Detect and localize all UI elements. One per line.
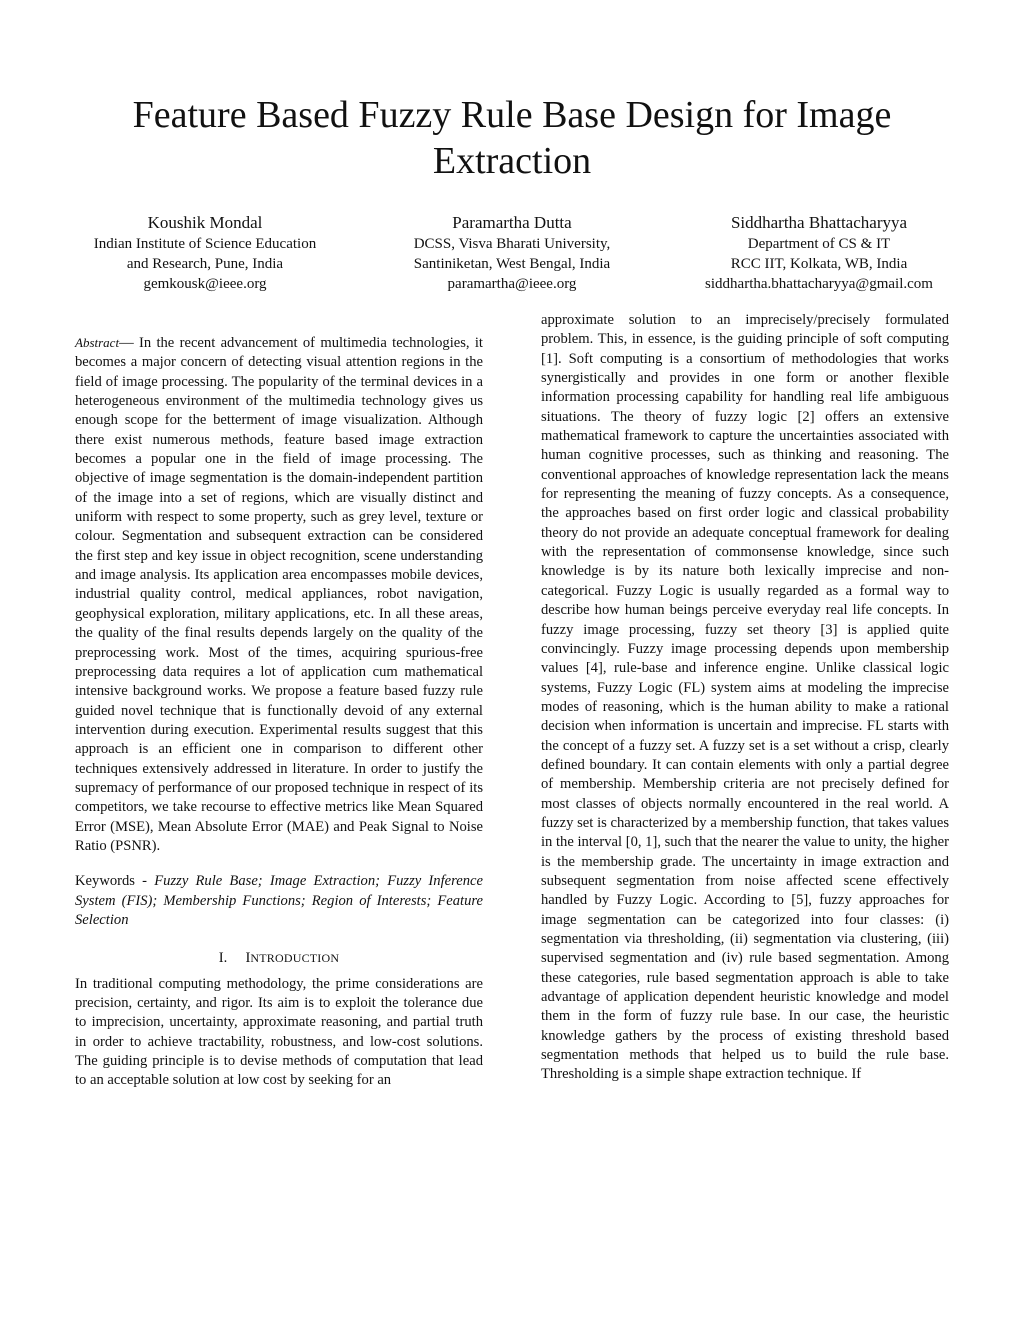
- author-2: [367, 212, 657, 294]
- author-affiliation: Santiniketan, West Bengal, India: [413, 256, 611, 272]
- author-name: Paramartha Dutta: [452, 213, 572, 232]
- author-affiliation: RCC IIT, Kolkata, WB, India: [730, 256, 908, 272]
- abstract: [75, 333, 483, 856]
- abstract-text: — In the recent advancement of multimedia technologies, it becomes a major concern of detecting visual attention regions in the field of image processing. The popularity of the terminal devices in a heterogeneous environment of the multimedia technology gives us enough scope for the betterment of image visualization. Although there exist numerous methods, feature based image extraction becomes a popular one in the field of image processing. The objective of image segmentation is the domain-independent partition of the image into a set of regions, which are visually distinct and uniform with respect to some property, such as grey level, texture or colour. Segmentation and subsequent extraction can be considered the first step and key issue in object recognition, scene understanding and image analysis. Its application area encompasses mobile devices, industrial quality control, medical appliances, robot navigation, geophysical exploration, military applications, etc. In all these areas, the quality of the final results depends largely on the quality of the preprocessing work. Most of the times, acquiring spurious-free preprocessing data requires a lot of application cum mathematical intensive background works. We propose a feature based fuzzy rule guided novel technique that is functionally devoid of any external intervention during execution. Experimental results suggest that this approach is an efficient one in comparison to different other techniques extensively addressed in literature. In order to justify the supremacy of performance of our proposed technique in respect of its competitors, we take recourse to effective metrics like Mean Squared Error (MSE), Mean Absolute Error (MAE) and Peak Signal to Noise Ratio (PSNR).: [75, 335, 483, 854]
- author-affiliation: and Research, Pune, India: [126, 256, 284, 272]
- author-email: paramartha@ieee.org: [447, 276, 577, 292]
- author-1: [60, 212, 350, 294]
- author-3: [674, 212, 964, 294]
- abstract-label: Abstract: [75, 335, 120, 350]
- author-name: Siddhartha Bhattacharyya: [730, 213, 908, 232]
- section-heading-introduction: [75, 949, 483, 968]
- section-title-initial: I: [245, 950, 251, 967]
- left-column: [75, 333, 483, 1091]
- author-block: [60, 212, 964, 294]
- author-affiliation: DCSS, Visva Bharati University,: [413, 236, 611, 252]
- introduction-paragraph-continued: approximate solution to an imprecisely/precisely formulated problem. This, in essence, is the guiding principle of soft computing [1]. Soft computing is a consortium of methodologies that works synergistically and provides in one form or another flexible information processing capability for handling real life ambiguous situations. The theory of fuzzy logic [2] offers an extensive mathematical framework to capture the uncertainties associated with human cognitive processes, such as thinking and reasoning. The conventional approaches of knowledge representation lack the means for representing the meaning of fuzzy concepts. As a consequence, the approaches based on first order logic and classical probability theory do not provide an adequate conceptual framework for dealing with the representation of commonsense knowledge, since such knowledge is by its nature both lexically imprecise and non-categorical. Fuzzy Logic is usually regarded as a formal way to describe how human beings perceive everyday real life concepts. In fuzzy image processing, fuzzy set theory [3] is applied quite convincingly. Fuzzy image processing depends upon membership values [4], rule-base and inference engine. Unlike classical logic systems, Fuzzy Logic (FL) system aims at modeling the imprecise modes of reasoning, which is the human ability to make a rational decision when information is uncertain and imprecise. FL starts with the concept of a fuzzy set. A fuzzy set is a set without a crisp, clearly defined boundary. It can contain elements with only a partial degree of membership. Membership criteria are not precisely defined for most classes of objects normally encountered in the real world. A fuzzy set is characterized by a membership function, that takes values in the interval [0, 1], such that the nearer the value to unity, the higher is the membership grade. The uncertainty in image extraction and subsequent segmentation from noise affected scene effectively handled by Fuzzy Logic. According to [5], fuzzy approaches for image segmentation can be categorized into four classes: (i) segmentation via thresholding, (ii) segmentation via clustering, (iii) supervised segmentation and (iv) rule based segmentation. Among these categories, rule based segmentation approach is able to take advantage of application dependent heuristic knowledge and model them in the form of fuzzy rule base. In our case, the heuristic knowledge gathers by the process of existing threshold based segmentation methods that helped us to build the rule base. Thresholding is a simple shape extraction technique. If: [541, 312, 949, 1083]
- author-email: gemkousk@ieee.org: [143, 276, 267, 292]
- keywords-label: Keywords -: [75, 873, 155, 890]
- author-affiliation: Department of CS & IT: [747, 236, 891, 252]
- introduction-paragraph: In traditional computing methodology, the prime considerations are precision, certainty, and rigor. Its aim is to exploit the tolerance due to imprecision, uncertainty, approximate reasoning, and partial truth in order to achieve tractability, robustness, and low-cost solutions. The guiding principle is to devise methods of computation that lead to an acceptable solution at low cost by seeking for an: [75, 975, 483, 1089]
- right-column: [541, 311, 949, 1085]
- author-email: siddhartha.bhattacharyya@gmail.com: [705, 276, 933, 292]
- author-name: Koushik Mondal: [147, 213, 263, 232]
- paper-title: Feature Based Fuzzy Rule Base Design for Image Extraction: [132, 94, 892, 182]
- keywords-terms: Fuzzy Rule Base; Image Extraction; Fuzzy Inference System (FIS); Membership Functions; Region of Interests; Feature Selection: [75, 873, 483, 928]
- section-title-rest: NTRODUCTION: [250, 951, 340, 966]
- author-affiliation: Indian Institute of Science Education: [93, 236, 317, 252]
- section-number: I.: [218, 950, 228, 967]
- keywords: [75, 872, 483, 930]
